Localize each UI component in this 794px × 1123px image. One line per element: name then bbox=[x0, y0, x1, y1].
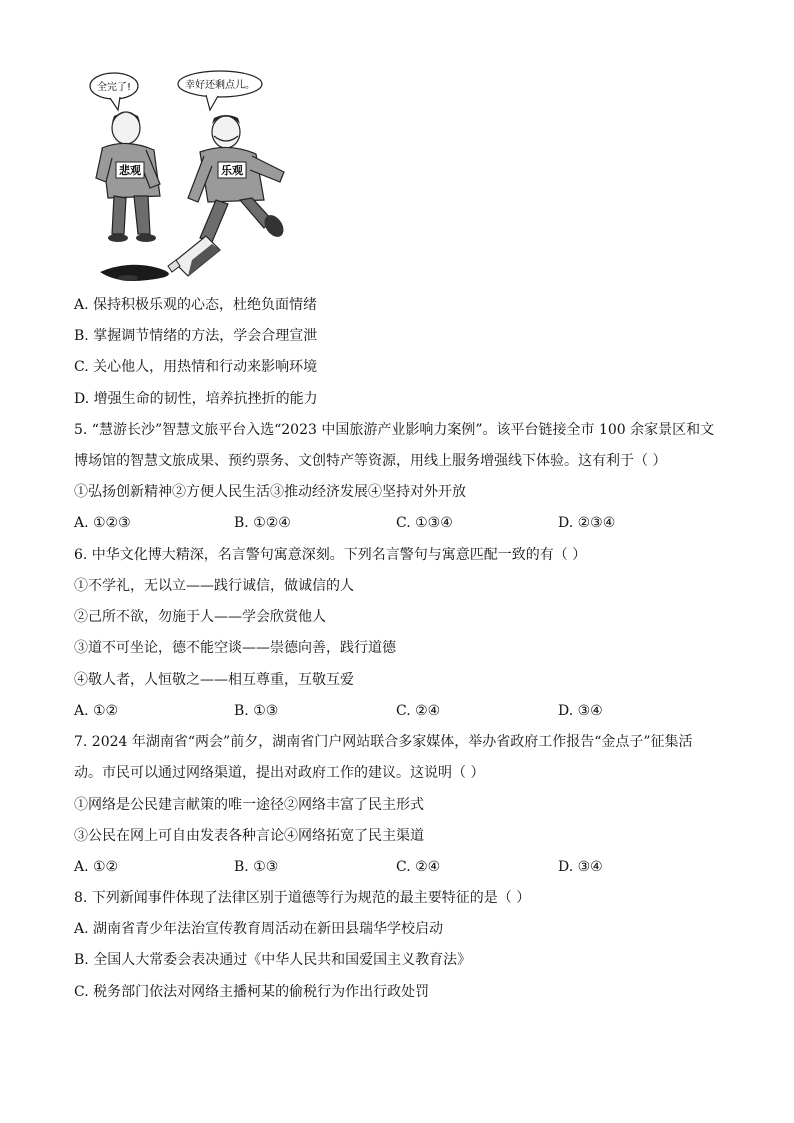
q7-item-row2: ③公民在网上可自由发表各种言论④网络拓宽了民主渠道 bbox=[74, 828, 424, 844]
q5-option-d: D. ②③④ bbox=[558, 515, 616, 531]
q8-stem: 8. 下列新闻事件体现了法律区别于道德等行为规范的最主要特征的是（ ） bbox=[74, 890, 531, 906]
q4-option-a: A. 保持积极乐观的心态，杜绝负面情绪 bbox=[74, 297, 318, 313]
q5-option-c: C. ①③④ bbox=[396, 515, 453, 531]
q6-item-3: ③道不可坐论，德不能空谈——崇德向善，践行道德 bbox=[74, 640, 396, 656]
q6-option-a: A. ①② bbox=[74, 703, 119, 719]
q7-item-row1: ①网络是公民建言献策的唯一途径②网络丰富了民主形式 bbox=[74, 797, 424, 813]
q8-option-a: A. 湖南省青少年法治宣传教育周活动在新田县瑞华学校启动 bbox=[74, 921, 444, 937]
q4-option-b: B. 掌握调节情绪的方法，学会合理宣泄 bbox=[74, 328, 318, 344]
q8-option-b: B. 全国人大常委会表决通过《中华人民共和国爱国主义教育法》 bbox=[74, 952, 472, 968]
q6-stem: 6. 中华文化博大精深，名言警句寓意深刻。下列名言警句与寓意匹配一致的有（ ） bbox=[74, 547, 587, 563]
q5-stem-line2: 博场馆的智慧文旅成果、预约票务、文创特产等资源，用线上服务增强线下体验。这有利于（ ） bbox=[74, 453, 667, 469]
q7-stem-line2: 动。市民可以通过网络渠道，提出对政府工作的建议。这说明（ ） bbox=[74, 765, 485, 781]
bottle-icon bbox=[100, 236, 220, 281]
shirt-left-text: 悲观 bbox=[119, 164, 141, 177]
q5-stem-line1: 5. “慧游长沙”智慧文旅平台入选“2023 中国旅游产业影响力案例”。该平台链接全市 100 余家景区和文 bbox=[74, 422, 715, 438]
q4-option-d: D. 增强生命的韧性，培养抗挫折的能力 bbox=[74, 391, 318, 407]
q6-option-c: C. ②④ bbox=[396, 703, 441, 719]
cartoon-illustration bbox=[88, 66, 310, 284]
q5-option-a: A. ①②③ bbox=[74, 515, 131, 531]
q6-option-d: D. ③④ bbox=[558, 703, 603, 719]
q4-option-c: C. 关心他人，用热情和行动来影响环境 bbox=[74, 359, 318, 375]
q7-stem-line1: 7. 2024 年湖南省“两会”前夕，湖南省门户网站联合多家媒体，举办省政府工作报告“金点子”征集活 bbox=[74, 734, 693, 750]
q8-option-c: C. 税务部门依法对网络主播柯某的偷税行为作出行政处罚 bbox=[74, 984, 430, 1000]
bubble-right-text: 幸好还剩点儿。 bbox=[185, 80, 255, 91]
optimist-figure bbox=[188, 115, 287, 242]
q6-item-2: ②己所不欲，勿施于人——学会欣赏他人 bbox=[74, 609, 326, 625]
q6-option-b: B. ①③ bbox=[234, 703, 279, 719]
right-speech-bubble bbox=[178, 71, 262, 110]
q5-option-b: B. ①②④ bbox=[234, 515, 291, 531]
q7-option-a: A. ①② bbox=[74, 859, 119, 875]
bubble-left-text: 全完了! bbox=[96, 82, 132, 93]
q7-option-c: C. ②④ bbox=[396, 859, 441, 875]
q7-option-d: D. ③④ bbox=[558, 859, 603, 875]
left-speech-bubble bbox=[90, 73, 138, 110]
q5-items: ①弘扬创新精神②方便人民生活③推动经济发展④坚持对外开放 bbox=[74, 484, 466, 500]
shirt-right-text: 乐观 bbox=[221, 164, 243, 177]
pessimist-figure bbox=[96, 112, 160, 242]
q6-item-1: ①不学礼，无以立——践行诚信，做诚信的人 bbox=[74, 578, 354, 594]
q7-option-b: B. ①③ bbox=[234, 859, 279, 875]
q6-item-4: ④敬人者，人恒敬之——相互尊重，互敬互爱 bbox=[74, 672, 354, 688]
